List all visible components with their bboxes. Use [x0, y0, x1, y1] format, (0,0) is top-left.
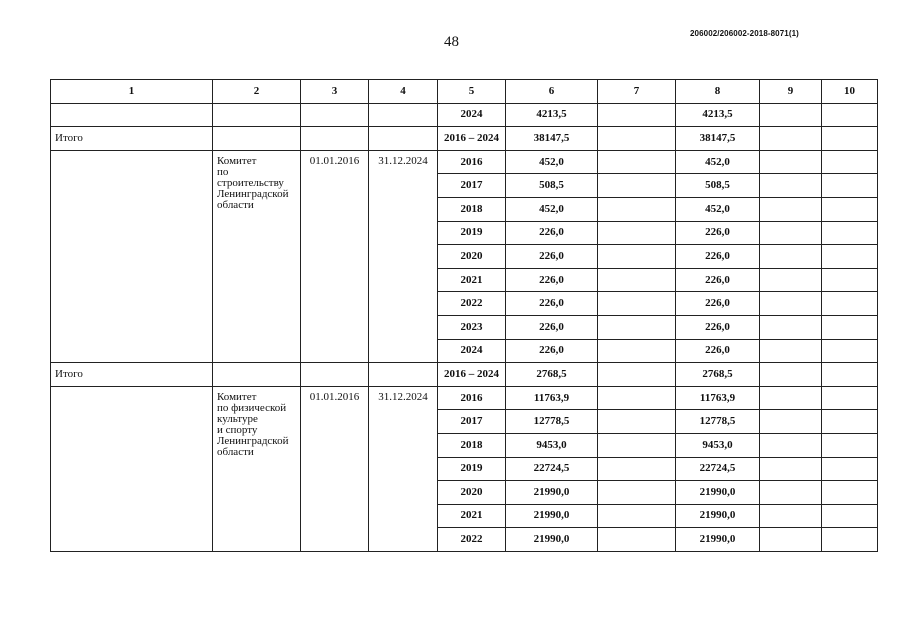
year-cell: 2017 — [438, 410, 506, 434]
year-cell: 2019 — [438, 457, 506, 481]
empty-cell — [760, 386, 822, 410]
amount-cell: 21990,0 — [676, 528, 760, 552]
amount-cell: 21990,0 — [676, 481, 760, 505]
empty-cell — [213, 103, 301, 127]
empty-cell — [51, 150, 213, 362]
empty-cell — [598, 268, 676, 292]
year-cell: 2023 — [438, 315, 506, 339]
organization-line: области — [217, 198, 254, 211]
header-row — [51, 80, 878, 104]
amount-cell: 226,0 — [506, 221, 598, 245]
amount-cell: 226,0 — [676, 221, 760, 245]
empty-cell — [822, 268, 878, 292]
year-range-cell: 2016 – 2024 — [438, 363, 506, 387]
document-code: 206002/206002-2018-8071(1) — [690, 29, 799, 38]
amount-cell: 21990,0 — [676, 504, 760, 528]
amount-cell: 21990,0 — [506, 481, 598, 505]
year-cell: 2016 — [438, 386, 506, 410]
table-row — [51, 386, 878, 410]
year-cell: 2017 — [438, 174, 506, 198]
total-row — [51, 363, 878, 387]
empty-cell — [822, 103, 878, 127]
empty-cell — [51, 386, 213, 551]
empty-cell — [598, 504, 676, 528]
empty-cell — [822, 457, 878, 481]
empty-cell — [760, 457, 822, 481]
amount-cell: 4213,5 — [676, 103, 760, 127]
empty-cell — [822, 174, 878, 198]
year-cell: 2018 — [438, 433, 506, 457]
table-row — [51, 150, 878, 174]
amount-cell: 21990,0 — [506, 504, 598, 528]
empty-cell — [301, 127, 369, 151]
amount-cell: 2768,5 — [506, 363, 598, 387]
organization-line: культуре — [217, 412, 258, 425]
organization-line: Ленинградской — [217, 187, 289, 200]
column-header-2: 2 — [213, 80, 301, 104]
empty-cell — [598, 292, 676, 316]
empty-cell — [822, 528, 878, 552]
empty-cell — [51, 103, 213, 127]
column-header-10: 10 — [822, 80, 878, 104]
amount-cell: 9453,0 — [676, 433, 760, 457]
empty-cell — [598, 363, 676, 387]
empty-cell — [598, 174, 676, 198]
empty-cell — [760, 127, 822, 151]
organization-line: области — [217, 445, 254, 458]
empty-cell — [760, 150, 822, 174]
total-label: Итого — [51, 363, 213, 387]
empty-cell — [822, 197, 878, 221]
empty-cell — [369, 127, 438, 151]
empty-cell — [760, 528, 822, 552]
end-date: 31.12.2024 — [369, 386, 438, 551]
table-body — [51, 80, 878, 552]
amount-cell: 38147,5 — [676, 127, 760, 151]
organization-line: по — [217, 165, 229, 178]
empty-cell — [598, 339, 676, 363]
empty-cell — [598, 481, 676, 505]
empty-cell — [598, 103, 676, 127]
page-number: 48 — [444, 34, 459, 50]
column-header-4: 4 — [369, 80, 438, 104]
organization-name — [213, 150, 301, 362]
empty-cell — [598, 245, 676, 269]
empty-cell — [598, 410, 676, 434]
empty-cell — [598, 315, 676, 339]
column-header-6: 6 — [506, 80, 598, 104]
empty-cell — [369, 363, 438, 387]
empty-cell — [301, 363, 369, 387]
empty-cell — [760, 174, 822, 198]
empty-cell — [822, 504, 878, 528]
organization-line: Ленинградской — [217, 434, 289, 447]
empty-cell — [598, 150, 676, 174]
budget-table — [50, 79, 878, 552]
empty-cell — [598, 433, 676, 457]
amount-cell: 452,0 — [676, 197, 760, 221]
empty-cell — [213, 127, 301, 151]
amount-cell: 226,0 — [676, 315, 760, 339]
amount-cell: 12778,5 — [676, 410, 760, 434]
empty-cell — [822, 245, 878, 269]
column-header-7: 7 — [598, 80, 676, 104]
amount-cell: 38147,5 — [506, 127, 598, 151]
amount-cell: 508,5 — [506, 174, 598, 198]
start-date: 01.01.2016 — [301, 386, 369, 551]
year-range-cell: 2016 – 2024 — [438, 127, 506, 151]
amount-cell: 11763,9 — [676, 386, 760, 410]
empty-cell — [822, 127, 878, 151]
year-cell: 2016 — [438, 150, 506, 174]
amount-cell: 452,0 — [506, 197, 598, 221]
amount-cell: 22724,5 — [676, 457, 760, 481]
empty-cell — [760, 315, 822, 339]
amount-cell: 226,0 — [506, 292, 598, 316]
organization-line: Комитет — [217, 154, 257, 167]
organization-name — [213, 386, 301, 551]
empty-cell — [760, 103, 822, 127]
empty-cell — [369, 103, 438, 127]
column-header-3: 3 — [301, 80, 369, 104]
empty-cell — [598, 127, 676, 151]
amount-cell: 226,0 — [506, 315, 598, 339]
organization-line: Комитет — [217, 390, 257, 403]
amount-cell: 226,0 — [676, 292, 760, 316]
start-date: 01.01.2016 — [301, 150, 369, 362]
empty-cell — [598, 221, 676, 245]
amount-cell: 9453,0 — [506, 433, 598, 457]
empty-cell — [213, 363, 301, 387]
empty-cell — [822, 221, 878, 245]
year-cell: 2022 — [438, 292, 506, 316]
empty-cell — [598, 197, 676, 221]
column-header-1: 1 — [51, 80, 213, 104]
empty-cell — [598, 386, 676, 410]
amount-cell: 226,0 — [676, 245, 760, 269]
amount-cell: 12778,5 — [506, 410, 598, 434]
amount-cell: 226,0 — [676, 339, 760, 363]
column-header-8: 8 — [676, 80, 760, 104]
empty-cell — [760, 481, 822, 505]
empty-cell — [760, 221, 822, 245]
amount-cell: 11763,9 — [506, 386, 598, 410]
empty-cell — [822, 386, 878, 410]
column-header-5: 5 — [438, 80, 506, 104]
empty-cell — [760, 363, 822, 387]
year-cell: 2024 — [438, 103, 506, 127]
empty-cell — [822, 150, 878, 174]
empty-cell — [760, 410, 822, 434]
year-cell: 2020 — [438, 481, 506, 505]
amount-cell: 452,0 — [506, 150, 598, 174]
year-cell: 2018 — [438, 197, 506, 221]
year-cell: 2019 — [438, 221, 506, 245]
amount-cell: 452,0 — [676, 150, 760, 174]
empty-cell — [760, 292, 822, 316]
end-date: 31.12.2024 — [369, 150, 438, 362]
table-row — [51, 103, 878, 127]
amount-cell: 226,0 — [676, 268, 760, 292]
amount-cell: 226,0 — [506, 245, 598, 269]
empty-cell — [760, 504, 822, 528]
empty-cell — [760, 339, 822, 363]
year-cell: 2020 — [438, 245, 506, 269]
amount-cell: 22724,5 — [506, 457, 598, 481]
empty-cell — [760, 245, 822, 269]
empty-cell — [822, 363, 878, 387]
empty-cell — [598, 457, 676, 481]
year-cell: 2024 — [438, 339, 506, 363]
organization-line: строительству — [217, 176, 284, 189]
year-cell: 2021 — [438, 504, 506, 528]
empty-cell — [822, 481, 878, 505]
amount-cell: 21990,0 — [506, 528, 598, 552]
organization-line: по физической — [217, 401, 287, 414]
year-cell: 2021 — [438, 268, 506, 292]
empty-cell — [822, 292, 878, 316]
empty-cell — [822, 433, 878, 457]
year-cell: 2022 — [438, 528, 506, 552]
empty-cell — [760, 268, 822, 292]
total-row — [51, 127, 878, 151]
organization-line: и спорту — [217, 423, 258, 436]
column-header-9: 9 — [760, 80, 822, 104]
amount-cell: 508,5 — [676, 174, 760, 198]
empty-cell — [598, 528, 676, 552]
total-label: Итого — [51, 127, 213, 151]
empty-cell — [760, 197, 822, 221]
amount-cell: 226,0 — [506, 339, 598, 363]
amount-cell: 2768,5 — [676, 363, 760, 387]
amount-cell: 226,0 — [506, 268, 598, 292]
empty-cell — [822, 410, 878, 434]
amount-cell: 4213,5 — [506, 103, 598, 127]
empty-cell — [822, 315, 878, 339]
empty-cell — [760, 433, 822, 457]
empty-cell — [301, 103, 369, 127]
empty-cell — [822, 339, 878, 363]
